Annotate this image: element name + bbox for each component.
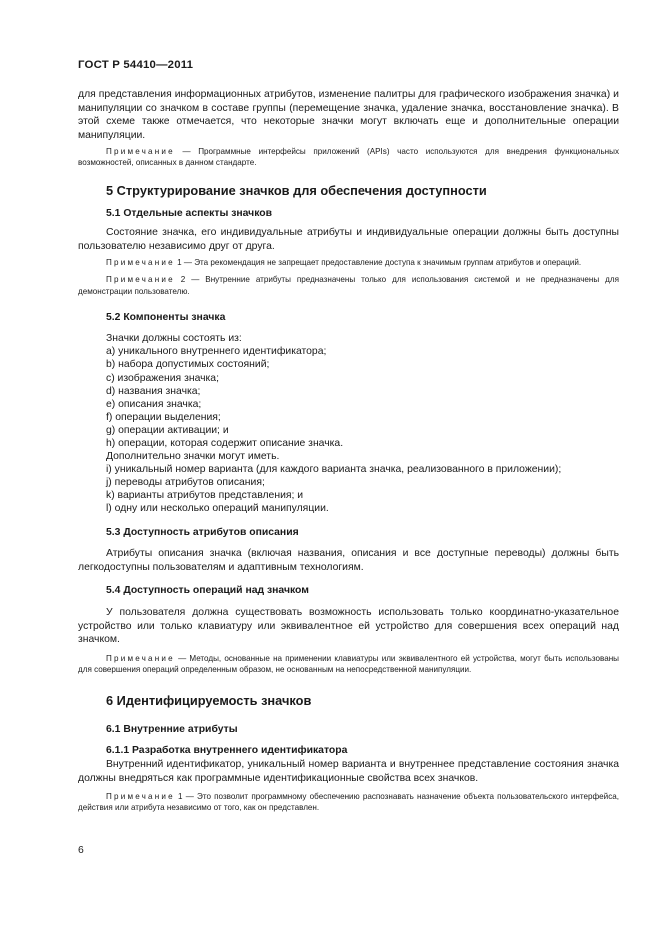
list-item: h) операции, которая содержит описание значка. <box>106 437 344 449</box>
list-item: j) переводы атрибутов описания; <box>106 477 265 489</box>
page-number: 6 <box>78 845 84 856</box>
note-label: Примечание <box>106 258 175 268</box>
list-item: f) операции выделения; <box>106 411 221 423</box>
section-5-1-note-1 <box>78 257 619 268</box>
list-item: g) операции активации; и <box>106 424 229 436</box>
document-header: ГОСТ Р 54410—2011 <box>78 59 194 71</box>
section-5-4-paragraph: У пользователя должна существовать возможность использовать только координатно-указательное устройство или только клавиатуру или эквивалентное ей устройство для совершения всех операций над значком. <box>78 606 619 646</box>
list-item: k) варианты атрибутов представления; и <box>106 490 304 502</box>
section-5-1-paragraph: Состояние значка, его индивидуальные атрибуты и индивидуальные операции должны быть доступны пользователю независимо друг от друга. <box>78 227 619 252</box>
section-5-4-note <box>78 653 619 675</box>
list-item: Значки должны состоять из: <box>106 333 242 345</box>
section-6-title: 6 Идентифицируемость значков <box>106 692 312 708</box>
list-item: Дополнительно значки могут иметь. <box>106 451 280 463</box>
list-item: l) одну или несколько операций манипуляции. <box>106 503 329 515</box>
section-6-1-title: 6.1 Внутренние атрибуты <box>106 723 238 735</box>
note-label: Примечание <box>106 653 175 663</box>
intro-paragraph: для представления информационных атрибутов, изменение палитры для графического изображения значка) и манипуляции со значком в составе группы (перемещение значка, удаление значка, восстановление значка). В этой схеме также отмечается, что некоторые значки могут включать еще и дополнительные операции манипуляции. <box>78 89 619 141</box>
intro-note <box>78 146 619 168</box>
list-item: a) уникального внутреннего идентификатора; <box>106 346 327 358</box>
list-item: b) набора допустимых состояний; <box>106 359 270 371</box>
note-text: — Методы, основанные на применении клавиатуры или эквивалентного ей устройства, могут быть использованы для совершения операций определенным образом, не основанным на непосредственной манипуляции. <box>78 653 619 674</box>
section-5-title: 5 Структурирование значков для обеспечения доступности <box>106 182 487 198</box>
note-text: 1 — Эта рекомендация не запрещает предоставление доступа к значимым группам атрибутов и операций. <box>174 258 582 268</box>
section-5-3-paragraph: Атрибуты описания значка (включая названия, описания и все доступные переводы) должны быть легкодоступны пользователям и адаптивным технологиям. <box>78 548 619 573</box>
section-5-2-title: 5.2 Компоненты значка <box>106 311 226 323</box>
section-5-3-title: 5.3 Доступность атрибутов описания <box>106 526 299 538</box>
section-5-4-title: 5.4 Доступность операций над значком <box>106 585 309 597</box>
list-item: d) названия значка; <box>106 385 201 397</box>
note-text: 1 — Это позволит программному обеспечению распознавать назначение объекта пользовательского интерфейса, действия или атрибута независимо от того, как он представлен. <box>78 792 619 813</box>
list-item: i) уникальный номер варианта (для каждого варианта значка, реализованного в приложении); <box>106 464 562 476</box>
component-list <box>78 332 619 515</box>
note-label: Примечание <box>106 792 175 802</box>
section-5-1-title: 5.1 Отдельные аспекты значков <box>106 207 272 219</box>
section-6-1-1-note <box>78 791 619 813</box>
section-6-1-1-title: 6.1.1 Разработка внутреннего идентификатора <box>106 745 348 757</box>
note-text: — Программные интерфейсы приложений (APIs) часто используются для внедрения функциональных возможностей, описанных в данном стандарте. <box>78 147 619 168</box>
section-6-1-1-paragraph: Внутренний идентификатор, уникальный номер варианта и внутреннее представление состояния значка должны внедряться как программные идентификационные свойства всех значков. <box>78 759 619 784</box>
list-item: e) описания значка; <box>106 398 202 410</box>
note-label: Примечание <box>106 147 175 157</box>
list-item: c) изображения значка; <box>106 372 219 384</box>
note-label: Примечание <box>106 275 175 285</box>
note-text: 2 — Внутренние атрибуты предназначены только для использования системой и не предназначены для демонстрации пользователю. <box>78 275 619 296</box>
page-content <box>78 88 619 813</box>
section-5-1-note-2 <box>78 274 619 296</box>
